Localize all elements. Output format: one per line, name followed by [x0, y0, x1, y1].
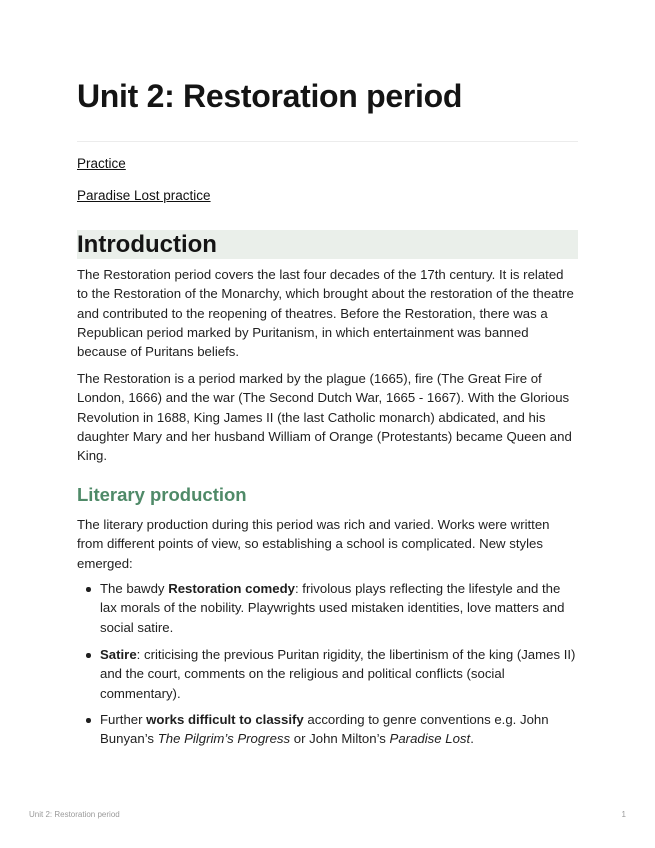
- intro-paragraph-1: The Restoration period covers the last four decades of the 17th century. It is related to the Restoration of the Monarchy, which brought about the restoration of the theatre and contributed to the reopening of theatres. Before the Restoration, there was a Republican period marked by Puritanism, in which entertainment was banned because of Puritans beliefs.: [77, 267, 574, 360]
- footer-title: Unit 2: Restoration period: [29, 810, 120, 819]
- page-number: 1: [621, 810, 626, 819]
- introduction-heading-block: [77, 230, 578, 259]
- introduction-heading: Introduction: [77, 231, 217, 258]
- list-item-text: Satire: criticising the previous Puritan rigidity, the libertinism of the king (James II) and the court, comments on the religious and political conflicts (social commentary).: [100, 647, 576, 701]
- page-title: Unit 2: Restoration period: [77, 78, 463, 114]
- bullet-icon: [86, 653, 91, 658]
- practice-link[interactable]: Practice: [77, 156, 126, 171]
- title-divider: [77, 141, 578, 142]
- intro-paragraph-2: The Restoration is a period marked by the plague (1665), fire (The Great Fire of London, 1666) and the war (The Second Dutch War, 1665 - 1667). With the Glorious Revolution in 1688, King James II (the last Catholic monarch) abdicated, and his daughter Mary and her husband William of Orange (Protestants) became Queen and King.: [77, 371, 572, 464]
- bullet-icon: [86, 587, 91, 592]
- bullet-icon: [86, 718, 91, 723]
- list-item-text: Further works difficult to classify according to genre conventions e.g. John Bunyan’s The Pilgrim’s Progress or John Milton’s Paradise Lost.: [100, 712, 549, 747]
- literary-production-heading: Literary production: [77, 484, 247, 505]
- literary-production-intro: The literary production during this period was rich and varied. Works were written from different points of view, so establishing a school is complicated. New styles emerged:: [77, 517, 550, 571]
- list-item-text: The bawdy Restoration comedy: frivolous plays reflecting the lifestyle and the lax morals of the nobility. Playwrights used mistaken identities, love matters and social satire.: [100, 581, 565, 635]
- paradise-lost-practice-link[interactable]: Paradise Lost practice: [77, 188, 211, 203]
